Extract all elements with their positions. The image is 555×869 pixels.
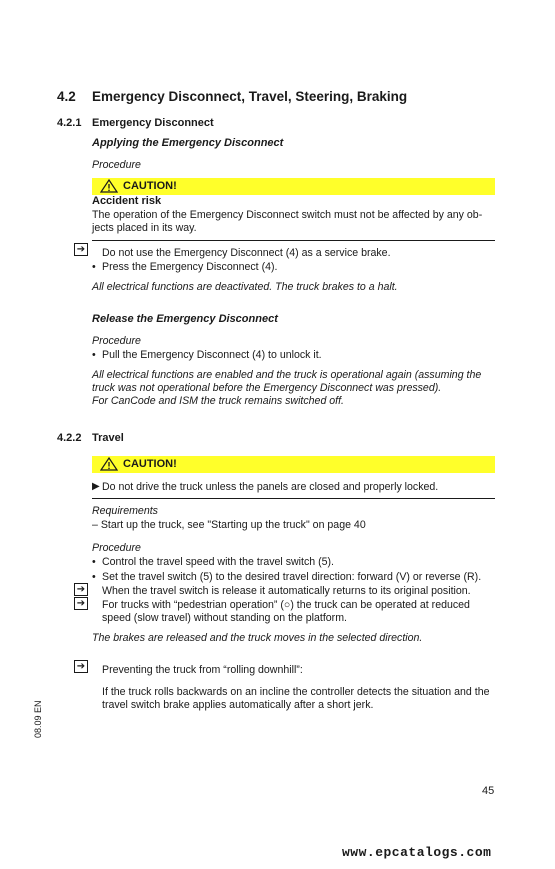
procedure-label: Procedure: [92, 159, 141, 171]
bullet-icon: •: [92, 556, 96, 568]
subsection-number: 4.2.2: [57, 432, 82, 444]
release-heading: Release the Emergency Disconnect: [92, 313, 278, 325]
section-number: 4.2: [57, 89, 76, 104]
step-2-text: Set the travel switch (5) to the desired travel direction: forward (V) or reverse (R).: [102, 571, 482, 583]
subsection-number: 4.2.1: [57, 117, 82, 129]
result-text: All electrical functions are deactivated. The truck brakes to a halt.: [92, 281, 398, 293]
release-procedure-label: Procedure: [92, 335, 141, 347]
note-1-text: When the travel switch is release it automatically returns to its original position.: [102, 585, 471, 597]
requirements-label: Requirements: [92, 505, 158, 517]
release-result-line-2: truck was not operational before the Emergency Disconnect was pressed).: [92, 382, 442, 394]
rolling-text-line-2: travel switch brake applies automatically after a short jerk.: [102, 699, 374, 711]
rolling-text-line-1: If the truck rolls backwards on an incline the controller detects the situation and the: [102, 686, 490, 698]
triangle-bullet-icon: ▶: [92, 481, 100, 492]
watermark-url: www.epcatalogs.com: [342, 845, 492, 860]
result-text: The brakes are released and the truck moves in the selected direction.: [92, 632, 423, 644]
edition-label: 08.09 EN: [33, 700, 43, 738]
caution-label: CAUTION!: [123, 458, 177, 470]
caution-banner: [92, 456, 495, 473]
note-2-line-2: speed (slow travel) without standing on the platform.: [102, 612, 347, 624]
warning-icon: [100, 457, 118, 471]
rolling-note: Preventing the truck from “rolling downhill”:: [102, 664, 303, 676]
applying-heading: Applying the Emergency Disconnect: [92, 137, 284, 149]
caution-banner: [92, 178, 495, 195]
risk-text-line-2: jects placed in its way.: [92, 222, 197, 234]
note-arrow-icon: ➔: [74, 243, 88, 256]
note-arrow-icon: ➔: [74, 583, 88, 596]
procedure-label: Procedure: [92, 542, 141, 554]
note-arrow-icon: ➔: [74, 597, 88, 610]
caution-text: Do not drive the truck unless the panels are closed and properly locked.: [102, 481, 439, 493]
note-text: Do not use the Emergency Disconnect (4) as a service brake.: [102, 247, 391, 259]
risk-text-line-1: The operation of the Emergency Disconnect switch must not be affected by any ob-: [92, 209, 483, 221]
requirement-text: – Start up the truck, see "Starting up the truck" on page 40: [92, 519, 366, 531]
section-title: Emergency Disconnect, Travel, Steering, Braking: [92, 89, 408, 104]
bullet-icon: •: [92, 349, 96, 361]
bullet-icon: •: [92, 571, 96, 583]
release-result-line-3: For CanCode and ISM the truck remains switched off.: [92, 395, 345, 407]
release-result-line-1: All electrical functions are enabled and the truck is operational again (assuming the: [92, 369, 482, 381]
subsection-title: Travel: [92, 432, 124, 444]
step-text: Press the Emergency Disconnect (4).: [102, 261, 278, 273]
divider: [92, 498, 495, 499]
release-step-text: Pull the Emergency Disconnect (4) to unlock it.: [102, 349, 322, 361]
note-arrow-icon: ➔: [74, 660, 88, 673]
warning-icon: [100, 179, 118, 193]
bullet-icon: •: [92, 261, 96, 273]
note-2-line-1: For trucks with “pedestrian operation” (○) the truck can be operated at reduced: [102, 599, 470, 611]
page-number: 45: [482, 785, 495, 797]
step-1-text: Control the travel speed with the travel switch (5).: [102, 556, 334, 568]
subsection-title: Emergency Disconnect: [92, 117, 214, 129]
risk-heading: Accident risk: [92, 195, 162, 207]
divider: [92, 240, 495, 241]
caution-label: CAUTION!: [123, 180, 177, 192]
